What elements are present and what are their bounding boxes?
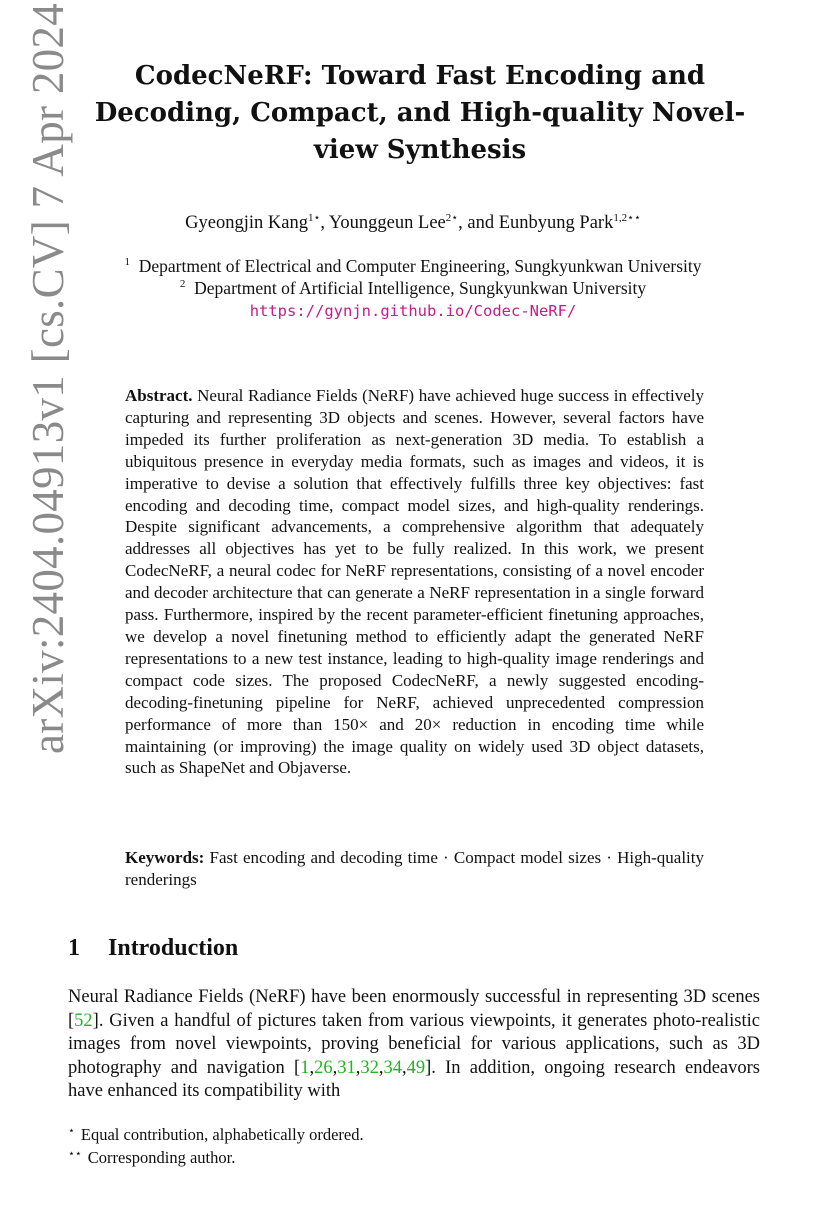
affiliation-number: 1 [124, 256, 130, 269]
abstract-text: Neural Radiance Fields (NeRF) have achieved huge success in effectively capturing and representing 3D objects and scenes. However, several factors have impeded its further proliferation as next-generation 3D media. To establish a ubiquitous presence in everyday media formats, such as images and videos, it is imperative to devise a solution that effectively fulfills three key objectives: fast encoding and decoding time, compact model sizes, and high-quality renderings. Despite significant advancements, a comprehensive algorithm that adequately addresses all objectives has yet to be fully realized. In this work, we present CodecNeRF, a neural codec for NeRF representations, consisting of a novel encoder and decoder architecture that can generate a NeRF representation in a single forward pass. Furthermore, inspired by the recent parameter-efficient finetuning approaches, we develop a novel finetuning method to efficiently adapt the generated NeRF representations to a new test instance, leading to high-quality image renderings and compact code sizes. The proposed CodecNeRF, a newly suggested encoding-decoding-finetuning pipeline for NeRF, achieved unprecedented compression performance of more than 150× and 20× reduction in encoding time while maintaining (or improving) the image quality on widely used 3D object datasets, such as ShapeNet and Objaverse. [125, 386, 705, 778]
footnote-mark: ⋆⋆ [68, 1147, 82, 1160]
author-separator: , and [458, 213, 499, 233]
keywords-text: Fast encoding and decoding time · Compact model sizes · High-quality renderings [125, 848, 705, 889]
author-affiliation-mark: 1⋆ [307, 211, 321, 224]
arxiv-identifier-stamp: arXiv:2404.04913v1 [cs.CV] 7 Apr 2024 [23, 2, 73, 754]
intro-text: ]. Given a handful of pictures taken from various viewpoints, it generates photo-realistic images from novel viewpoints, proving beneficial for various applications, such as 3D photography and navigation [ [68, 1010, 760, 1078]
introduction-paragraph: Neural Radiance Fields (NeRF) have been enormously successful in representing 3D scenes [52]. Given a handful of pictures taken from various viewpoints, it generates photo-realistic images from novel viewpoints, proving beneficial for various applications, such as 3D photography and navigation [1,26,31,32,34,49]. In addition, ongoing research endeavors have enhanced its compatibility with [68, 987, 760, 1102]
section-heading [68, 932, 568, 964]
intro-text: Neural Radiance Fields (NeRF) have been enormously successful in representing 3D scenes [ [68, 987, 760, 1031]
intro-text: ]. In addition, ongoing research endeavors have enhanced its compatibility with [68, 1057, 760, 1102]
author-separator: , [320, 213, 329, 233]
citation-link[interactable]: 34 [383, 1057, 402, 1078]
project-page-link[interactable]: https://gynjn.github.io/Codec-NeRF/ [249, 302, 577, 320]
citation-link[interactable]: 1 [300, 1057, 310, 1078]
keywords [125, 847, 704, 891]
paper-title: CodecNeRF: Toward Fast Encoding and Decoding, Compact, and High-quality Novel-view Synthesis [94, 61, 746, 165]
footnote-text: Corresponding author. [87, 1148, 236, 1167]
author-name[interactable]: Gyeongjin Kang [185, 213, 308, 233]
affiliation-text: Department of Electrical and Computer Engineering, Sungkyunkwan University [138, 256, 702, 276]
author-affiliation-mark: 2⋆ [445, 211, 459, 224]
footnote [68, 1124, 364, 1146]
citation-link[interactable]: 32 [360, 1057, 379, 1078]
citation-link[interactable]: 52 [74, 1010, 93, 1031]
affiliation-number: 2 [179, 278, 186, 291]
keywords-label: Keywords: [125, 848, 205, 867]
citation-link[interactable]: 31 [337, 1057, 356, 1078]
footnote-mark: ⋆ [68, 1124, 75, 1137]
abstract-label: Abstract. [125, 386, 193, 405]
affiliation [70, 277, 756, 299]
citation-link[interactable]: 26 [314, 1057, 333, 1078]
author-list [70, 210, 756, 236]
affiliation [70, 255, 756, 277]
author-name[interactable]: Younggeun Lee [328, 213, 446, 233]
author-name[interactable]: Eunbyung Park [498, 213, 614, 233]
section-number: 1 [68, 935, 80, 961]
affiliation-text: Department of Artificial Intelligence, Sungkyunkwan University [194, 278, 647, 298]
citation-link[interactable]: 49 [406, 1057, 426, 1078]
abstract [125, 385, 704, 779]
footnote-text: Equal contribution, alphabetically ordered. [80, 1125, 364, 1144]
footnote [68, 1147, 235, 1169]
author-affiliation-mark: 1,2⋆⋆ [613, 211, 641, 224]
section-title: Introduction [108, 935, 239, 961]
